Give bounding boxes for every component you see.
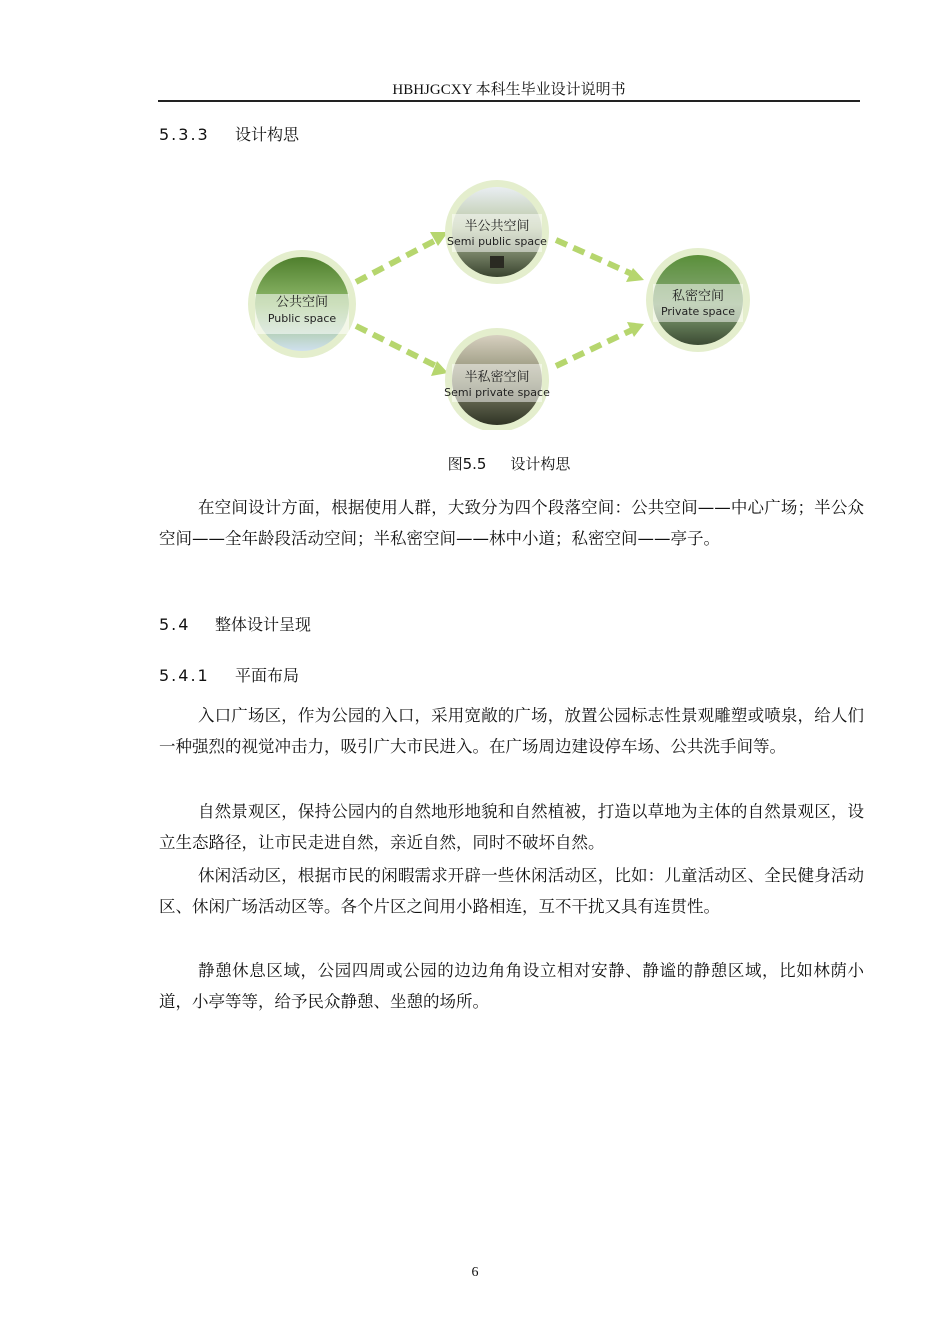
paragraph-natural-landscape: 自然景观区，保持公园内的自然地形地貌和自然植被，打造以草地为主体的自然景观区，设立生态路径，让市民走进自然，亲近自然，同时不破坏自然。 — [159, 802, 864, 852]
paragraph-rest-area: 静憩休息区域，公园四周或公园的边边角角设立相对安静、静谧的静憩区域，比如林荫小道，小亭等等，给予民众静憩、坐憩的场所。 — [159, 961, 864, 1011]
arrow-public-to-semi-private — [356, 326, 448, 376]
paragraph-space-design: 在空间设计方面，根据使用人群，大致分为四个段落空间：公共空间——中心广场；半公众空间——全年龄段活动空间；半私密空间——林中小道；私密空间——亭子。 — [159, 498, 864, 548]
design-concept-diagram — [238, 180, 758, 430]
node-private-en: Private space — [660, 305, 736, 318]
figure-number: 图5.5 — [447, 455, 487, 473]
section-title: 设计构思 — [235, 125, 300, 144]
node-semi-private-zh: 半私密空间 — [464, 370, 530, 385]
section-number: 5.3.3 — [159, 125, 210, 144]
arrow-semi-public-to-private — [556, 240, 644, 282]
paragraph-entrance-plaza: 入口广场区，作为公园的入口，采用宽敞的广场，放置公园标志性景观雕塑或喷泉，给人们一种强烈的视觉冲击力，吸引广大市民进入。在广场周边建设停车场、公共洗手间等。 — [159, 706, 864, 756]
node-private-space — [646, 248, 750, 352]
section-title: 平面布局 — [235, 666, 300, 685]
paragraph-leisure-area: 休闲活动区，根据市民的闲暇需求开辟一些休闲活动区，比如：儿童活动区、全民健身活动区、休闲广场活动区等。各个片区之间用小路相连，互不干扰又具有连贯性。 — [159, 866, 864, 916]
node-semi-public-space — [445, 180, 549, 284]
node-public-zh: 公共空间 — [275, 295, 329, 310]
section-heading-5-4-1 — [159, 663, 299, 686]
section-number: 5.4 — [159, 615, 191, 634]
header-rule — [158, 100, 860, 102]
node-semi-private-en: Semi private space — [444, 386, 550, 399]
node-semi-public-en: Semi public space — [447, 235, 547, 248]
section-number: 5.4.1 — [159, 666, 210, 685]
node-private-zh: 私密空间 — [671, 289, 725, 304]
node-semi-private-space — [444, 328, 550, 430]
section-heading-5-3-3 — [159, 122, 299, 145]
figure-title: 设计构思 — [510, 455, 571, 473]
arrow-semi-private-to-private — [556, 322, 644, 366]
section-heading-5-4 — [159, 612, 311, 635]
page-header: HBHJGCXY 本科生毕业设计说明书 — [392, 82, 626, 98]
page-number: 6 — [471, 1265, 479, 1280]
arrow-public-to-semi-public — [356, 232, 448, 282]
figure-caption — [158, 453, 860, 474]
node-semi-public-zh: 半公共空间 — [464, 219, 530, 234]
section-title: 整体设计呈现 — [215, 615, 312, 634]
node-public-space — [248, 250, 356, 358]
node-public-en: Public space — [267, 312, 337, 325]
